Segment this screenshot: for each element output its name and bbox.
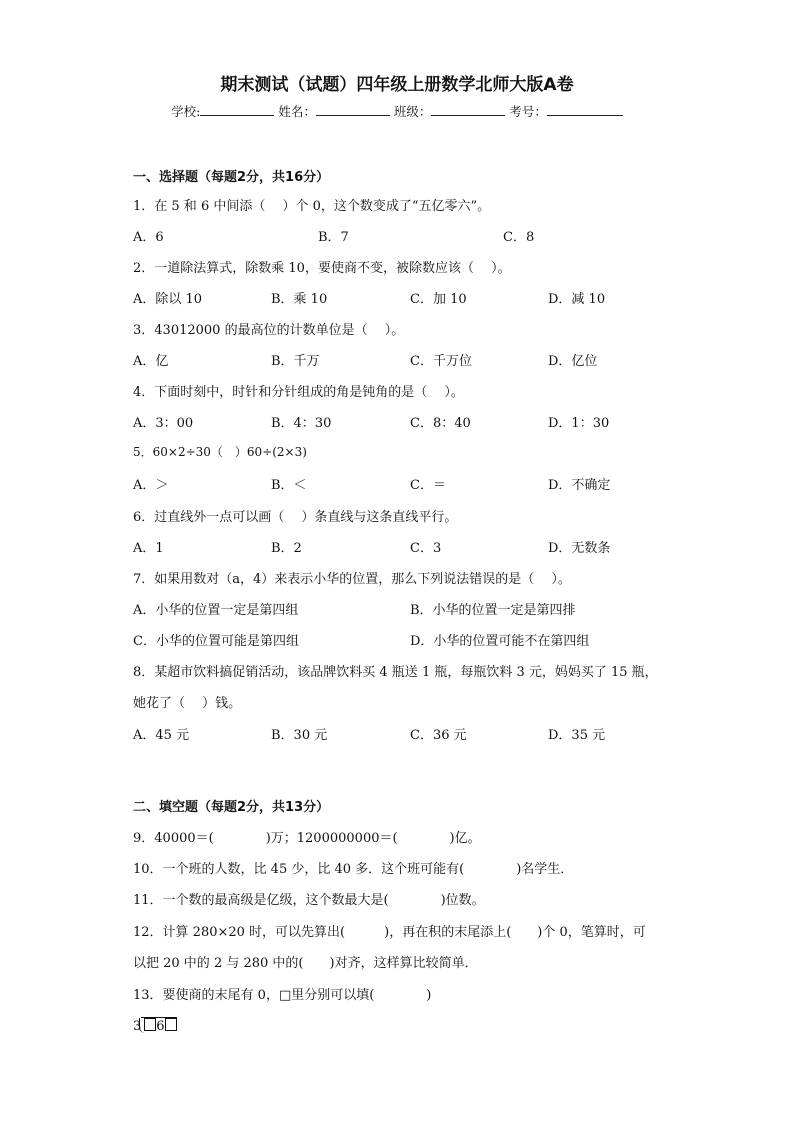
question-3: 3．43012000 的最高位的计数单位是（ ）。	[133, 323, 405, 338]
q1-option-b: B．7	[318, 230, 349, 245]
q4-option-b: B．4：30	[271, 416, 332, 431]
section-heading-fill: 二、填空题（每题2分，共13分）	[133, 800, 330, 815]
q7-option-d: D．小华的位置可能不在第四组	[410, 634, 590, 649]
question-9: 9．40000＝( )万；1200000000＝( )亿。	[133, 831, 481, 846]
q4-option-c: C．8：40	[410, 416, 471, 431]
q8-option-d: D．35 元	[548, 728, 606, 743]
question-5: 5．60×2÷30（ ）60÷(2×3)	[133, 445, 307, 459]
question-8-line-1: 8．某超市饮料搞促销活动，该品牌饮料买 4 瓶送 1 瓶，每瓶饮料 3 元，妈妈买了 15 瓶，	[133, 665, 658, 680]
q2-option-b: B．乘 10	[271, 292, 328, 307]
name-blank[interactable]	[316, 103, 390, 116]
exam-no-label: 考号：	[509, 104, 547, 119]
division-bracket	[141, 1017, 176, 1034]
q5-option-b: B．＜	[271, 478, 307, 493]
q4-option-a: A．3：00	[133, 416, 194, 431]
question-4: 4．下面时刻中，时针和分针组成的角是钝角的是（ ）。	[133, 385, 464, 400]
q1-option-c: C．8	[503, 230, 535, 245]
q7-option-b: B．小华的位置一定是第四排	[410, 603, 576, 618]
question-1: 1．在 5 和 6 中间添（ ）个 0，这个数变成了“五亿零六”。	[133, 199, 491, 214]
blank-box-1[interactable]	[144, 1018, 156, 1031]
question-12-line-1: 12．计算 280×20 时，可以先算出( )，再在积的末尾添上( )个 0，笔算时，可	[133, 925, 646, 940]
q5-option-c: C．＝	[410, 478, 446, 493]
q6-option-a: A．1	[133, 541, 164, 556]
q8-option-c: C．36 元	[410, 728, 467, 743]
question-13: 13．要使商的末尾有 0，□里分别可以填( )	[133, 988, 432, 1003]
question-6: 6．过直线外一点可以画（ ）条直线与这条直线平行。	[133, 510, 458, 525]
q6-option-c: C．3	[410, 541, 442, 556]
q6-option-b: B．2	[271, 541, 302, 556]
student-info-line	[0, 102, 794, 120]
blank-box-2[interactable]	[165, 1018, 177, 1031]
question-8-line-2: 她花了（ ）钱。	[133, 696, 242, 711]
q3-option-d: D．亿位	[548, 354, 598, 369]
name-label: 姓名：	[278, 104, 316, 119]
q5-option-d: D．不确定	[548, 478, 611, 493]
class-blank[interactable]	[431, 103, 505, 116]
q4-option-d: D．1：30	[548, 416, 610, 431]
divisor: 3	[133, 1019, 142, 1034]
dividend-digit: 6	[156, 1019, 165, 1034]
q1-option-a: A．6	[133, 230, 164, 245]
q7-option-c: C．小华的位置可能是第四组	[133, 634, 299, 649]
question-10: 10．一个班的人数，比 45 少，比 40 多．这个班可能有( )名学生．	[133, 862, 574, 877]
question-11: 11．一个数的最高级是亿级，这个数最大是( )位数。	[133, 893, 485, 908]
long-division-figure	[133, 1017, 177, 1034]
q3-option-b: B．千万	[271, 354, 320, 369]
q7-option-a: A．小华的位置一定是第四组	[133, 603, 299, 618]
q2-option-c: C．加 10	[410, 292, 467, 307]
question-7: 7．如果用数对（a，4）来表示小华的位置，那么下列说法错误的是（ ）。	[133, 572, 571, 587]
question-12-line-2: 以把 20 中的 2 与 280 中的( )对齐，这样算比较简单．	[133, 956, 478, 971]
page-title: 期末测试（试题）四年级上册数学北师大版A卷	[220, 75, 574, 95]
section-heading-choice: 一、选择题（每题2分，共16分）	[133, 170, 330, 185]
q8-option-a: A．45 元	[133, 728, 190, 743]
q3-option-c: C．千万位	[410, 354, 472, 369]
school-blank[interactable]	[200, 103, 274, 116]
class-label: 班级：	[393, 104, 432, 119]
q5-option-a: A．＞	[133, 478, 169, 493]
q6-option-d: D．无数条	[548, 541, 611, 556]
school-label: 学校:	[171, 104, 201, 119]
exam-no-blank[interactable]	[547, 103, 623, 116]
question-2: 2．一道除法算式，除数乘 10，要使商不变，被除数应该（ ）。	[133, 261, 511, 276]
q2-option-a: A．除以 10	[133, 292, 203, 307]
q3-option-a: A．亿	[133, 354, 169, 369]
q8-option-b: B．30 元	[271, 728, 328, 743]
q2-option-d: D．减 10	[548, 292, 606, 307]
